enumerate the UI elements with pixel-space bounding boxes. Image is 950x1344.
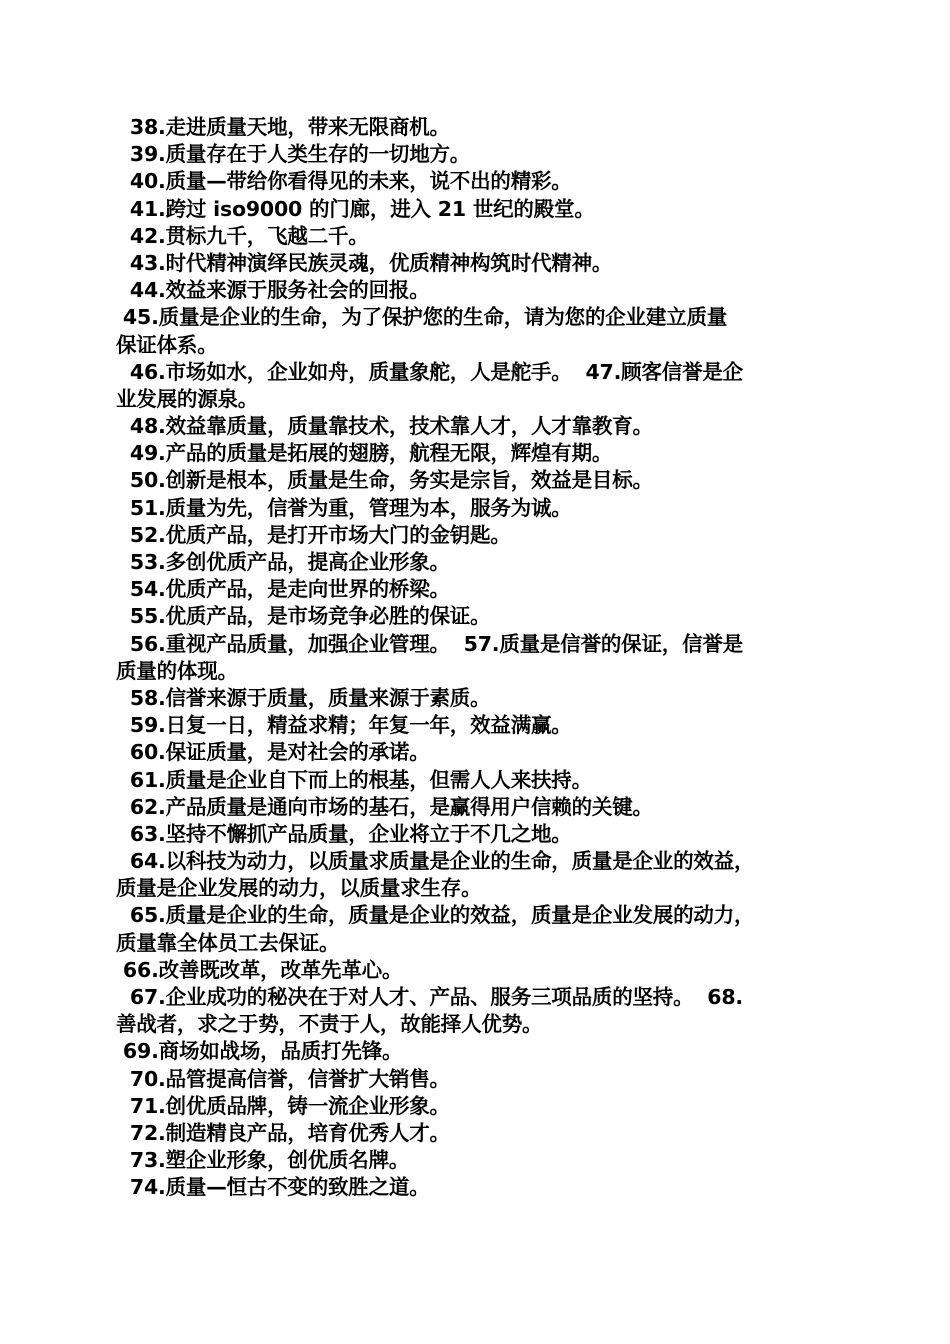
text-line: 40.质量—带给你看得见的未来，说不出的精彩。 xyxy=(116,169,572,194)
text-line: 59.日复一日，精益求精；年复一年，效益满赢。 xyxy=(116,713,572,738)
text-line: 41.跨过 iso9000 的门廊，进入 21 世纪的殿堂。 xyxy=(116,196,595,221)
text-line: 43.时代精神演绎民族灵魂，优质精神构筑时代精神。 xyxy=(116,250,613,275)
text-line: 63.坚持不懈抓产品质量，企业将立于不几之地。 xyxy=(116,821,572,846)
text-line: 48.效益靠质量，质量靠技术，技术靠人才，人才靠教育。 xyxy=(116,414,653,439)
text-line: 质量靠全体员工去保证。 xyxy=(116,930,340,955)
text-line: 质量的体现。 xyxy=(116,658,238,683)
text-line: 保证体系。 xyxy=(116,332,218,357)
text-line: 业发展的源泉。 xyxy=(116,386,259,411)
text-line: 71.创优质品牌，铸一流企业形象。 xyxy=(116,1093,450,1118)
text-line: 73.塑企业形象，创优质名牌。 xyxy=(116,1148,410,1173)
text-line: 39.质量存在于人类生存的一切地方。 xyxy=(116,142,471,167)
text-line: 42.贯标九千，飞越二千。 xyxy=(116,223,369,248)
text-line: 60.保证质量，是对社会的承诺。 xyxy=(116,740,430,765)
text-line: 66.改善既改革，改革先革心。 xyxy=(116,957,403,982)
text-line: 58.信誉来源于质量，质量来源于素质。 xyxy=(116,685,491,710)
text-line: 62.产品质量是通向市场的基石，是赢得用户信赖的关键。 xyxy=(116,794,653,819)
text-line: 45.质量是企业的生命，为了保护您的生命，请为您的企业建立质量 xyxy=(116,305,728,330)
document-body xyxy=(116,114,846,1202)
text-line: 38.走进质量天地，带来无限商机。 xyxy=(116,115,450,139)
text-line: 69.商场如战场，品质打先锋。 xyxy=(116,1039,403,1064)
text-line: 56.重视产品质量，加强企业管理。 57.质量是信誉的保证，信誉是 xyxy=(116,631,743,656)
text-line: 74.质量—恒古不变的致胜之道。 xyxy=(116,1175,430,1200)
text-line: 61.质量是企业自下而上的根基，但需人人来扶持。 xyxy=(116,767,592,792)
text-line: 52.优质产品，是打开市场大门的金钥匙。 xyxy=(116,522,511,547)
text-line: 49.产品的质量是拓展的翅膀，航程无限，辉煌有期。 xyxy=(116,441,613,466)
text-line: 50.创新是根本，质量是生命，务实是宗旨，效益是目标。 xyxy=(116,468,653,493)
text-line: 善战者，求之于势，不责于人，故能择人优势。 xyxy=(116,1012,543,1037)
text-line: 54.优质产品，是走向世界的桥梁。 xyxy=(116,577,450,602)
text-line: 67.企业成功的秘决在于对人才、产品、服务三项品质的坚持。 68. xyxy=(116,985,743,1009)
text-line: 51.质量为先，信誉为重，管理为本，服务为诚。 xyxy=(116,495,572,520)
text-line: 44.效益来源于服务社会的回报。 xyxy=(116,278,430,303)
text-line: 质量是企业发展的动力，以质量求生存。 xyxy=(116,876,482,901)
text-line: 70.品管提高信誉，信誉扩大销售。 xyxy=(116,1066,450,1091)
text-line: 64.以科技为动力，以质量求质量是企业的生命，质量是企业的效益， xyxy=(116,849,755,874)
text-line: 53.多创优质产品，提高企业形象。 xyxy=(116,550,450,574)
text-line: 65.质量是企业的生命，质量是企业的效益，质量是企业发展的动力， xyxy=(116,903,755,928)
text-line: 72.制造精良产品，培育优秀人才。 xyxy=(116,1120,450,1145)
text-line: 55.优质产品，是市场竞争必胜的保证。 xyxy=(116,604,491,629)
text-line: 46.市场如水，企业如舟，质量象舵，人是舵手。 47.顾客信誉是企 xyxy=(116,359,743,384)
